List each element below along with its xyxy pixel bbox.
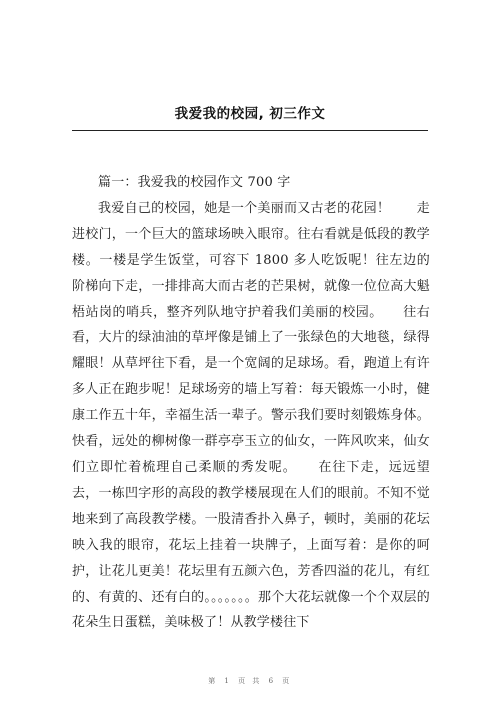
document-body <box>72 170 430 636</box>
footer-prefix: 第 <box>208 677 218 685</box>
body-paragraph: 我爱自己的校园，她是一个美丽而又古老的花园！ 走进校门，一个巨大的篮球场映入眼帘。往右看就是低段的教学楼。一楼是学生饭堂，可容下 1800 多人吃饭呢！往左边的阶梯向下走，一排排高大而古老的芒果树，就像一位位高大魁梧站岗的哨兵，整齐列队地守护着我们美丽的校园。 往右看，大片的绿油油的草坪像是铺上了一张绿色的大地毯，绿得耀眼！从草坪往下看，是一个宽阔的足球场。看，跑道上有许多人正在跑步呢！足球场旁的墙上写着：每天锻炼一小时，健康工作五十年，幸福生活一辈子。警示我们要时刻锻炼身体。快看，远处的柳树像一群亭亭玉立的仙女，一阵风吹来，仙女们立即忙着梳理自己柔顺的秀发呢。 在往下走，远远望去，一栋凹字形的高段的教学楼展现在人们的眼前。不知不觉地来到了高段教学楼。一股清香扑入鼻子，顿时，美丽的花坛映入我的眼帘，花坛上挂着一块牌子，上面写着：是你的呵护，让花儿更美！花坛里有五颜六色，芳香四溢的花儿，有红的、有黄的、还有白的。。。。。。。那个大花坛就像一个个双层的花朵生日蛋糕，美味极了！从教学楼往下 <box>72 200 430 631</box>
page-title: 我爱我的校园, 初三作文 <box>174 106 326 122</box>
section-heading: 篇一：我爱我的校园作文 700 字 <box>98 175 291 190</box>
title-divider <box>72 130 428 131</box>
page-footer <box>0 676 500 686</box>
footer-page-number: 1 <box>224 677 232 685</box>
footer-suffix: 页 <box>282 677 292 685</box>
footer-middle: 页 共 <box>238 677 262 685</box>
footer-total-pages: 6 <box>268 677 276 685</box>
